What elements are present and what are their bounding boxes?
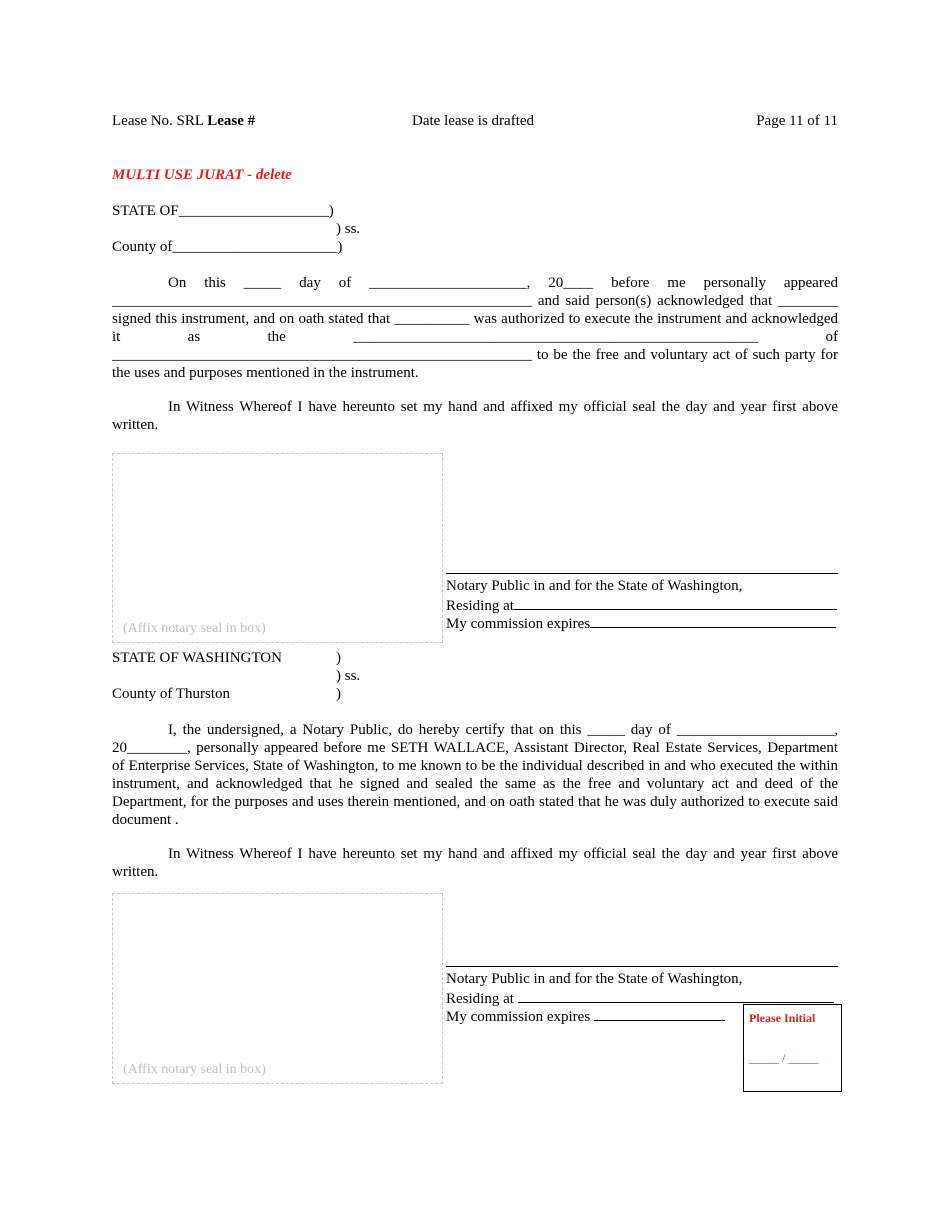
paragraph-line: 20________, personally appeared before me SETH WALLACE, Assistant Director, Real Estate Services, Department [112,740,838,756]
ss-line: ) ss. [336,668,361,684]
paragraph-line: it as the ______________________________________________________ of [112,329,838,345]
paragraph-line: signed this instrument, and on oath stated that __________ was authorized to execute the instrument and acknowledged [112,311,838,327]
commission-expires-blank [590,613,836,628]
signature-line [446,966,838,967]
jurat2-paragraph [112,721,838,829]
notary-public-label: Notary Public in and for the State of Washington, [446,578,743,594]
notary-public-label: Notary Public in and for the State of Washington, [446,971,743,987]
seal-hint: (Affix notary seal in box) [123,1062,266,1077]
residing-at-blank [518,988,834,1003]
jurat1-paragraph [112,274,838,382]
ss-line: ) ss. [336,221,361,237]
lease-number [112,112,255,130]
page-number: Page 11 of 11 [756,113,838,129]
witness-line: In Witness Whereof I have hereunto set my hand and affixed my official seal the day and year first above [168,399,838,415]
lease-date: Date lease is drafted [412,113,535,129]
notary-seal-box [112,453,443,643]
venue-paren: ) [336,650,341,666]
initial-box-field[interactable]: _____ / _____ [749,1051,819,1065]
paragraph-line: I, the undersigned, a Notary Public, do hereby certify that on this _____ day of _____________________, [168,722,838,738]
residing-at-label: Residing at [446,598,514,614]
notary-seal-box [112,893,443,1084]
paragraph-line: ________________________________________________________ and said person(s) acknowledged that ________ [112,293,838,309]
seal-hint: (Affix notary seal in box) [123,621,266,636]
paragraph-line: instrument, and acknowledged that he signed and sealed the same as the free and voluntary act and deed of the [112,776,838,792]
residing-at-field [446,595,837,615]
jurat2-witness [112,845,838,881]
residing-at-blank [514,595,837,610]
paragraph-line: of Enterprise Services, State of Washington, to me known to be the individual described in and who executed the within [112,758,838,774]
state-of-washington-label: STATE OF WASHINGTON [112,650,282,666]
lease-number-placeholder: Lease # [207,113,256,129]
paragraph-line: Department, for the purposes and uses therein mentioned, and on oath stated that he was duly authorized to execute said [112,794,838,810]
commission-expires-field [446,1006,725,1026]
paragraph-line: On this _____ day of _____________________, 20____ before me personally appeared [168,275,838,291]
paragraph-line: the uses and purposes mentioned in the instrument. [112,365,419,381]
commission-expires-label: My commission expires [446,616,591,632]
county-of-line: County of______________________) [112,239,343,255]
commission-expires-label: My commission expires [446,1009,591,1025]
initial-box [743,1004,842,1092]
paragraph-line: document . [112,812,179,828]
residing-at-label: Residing at [446,991,514,1007]
signature-line [446,573,838,574]
paragraph-line: ________________________________________________________ to be the free and voluntary act of such party for [112,347,838,363]
state-of-line: STATE OF____________________) [112,203,334,219]
jurat1-witness [112,398,838,434]
witness-line: written. [112,417,159,433]
commission-expires-blank [594,1006,725,1021]
witness-line: written. [112,864,159,880]
initial-box-title: Please Initial [749,1011,816,1025]
commission-expires-field [446,613,836,633]
county-of-thurston-label: County of Thurston [112,686,231,702]
venue-paren: ) [336,686,341,702]
section-title: MULTI USE JURAT - delete [112,167,292,183]
lease-number-prefix: Lease No. SRL [112,113,208,129]
witness-line: In Witness Whereof I have hereunto set my hand and affixed my official seal the day and year first above [168,846,838,862]
